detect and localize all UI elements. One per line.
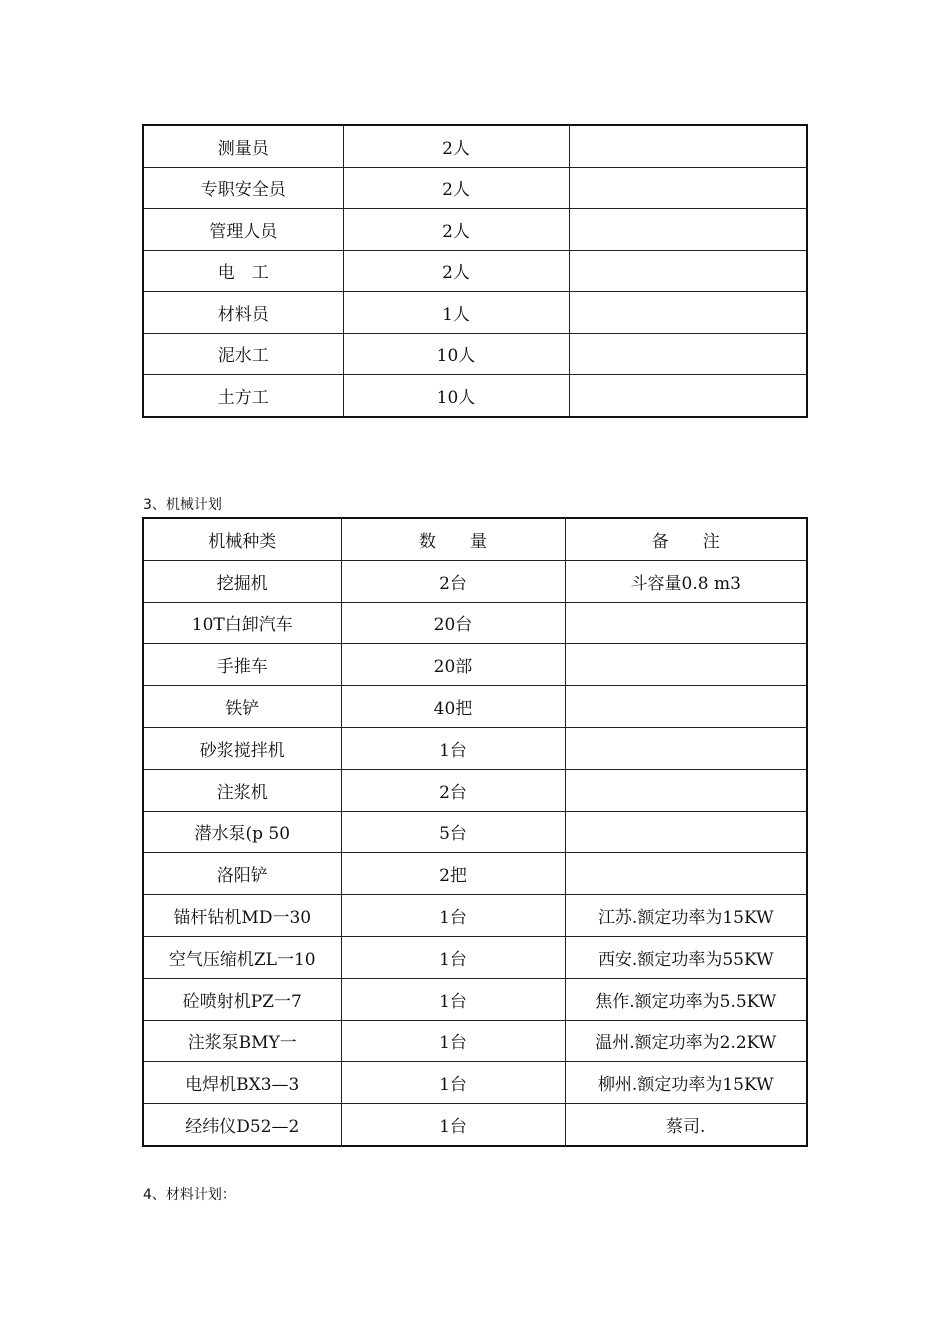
cell-quantity: 20部	[341, 644, 565, 686]
machinery-row	[143, 853, 807, 895]
machinery-row	[143, 895, 807, 937]
machinery-table	[142, 517, 808, 1147]
cell-remarks	[569, 375, 807, 417]
cell-remarks: 斗容量0.8 m3	[565, 560, 807, 602]
cell-name: 手推车	[143, 644, 341, 686]
cell-name: 注浆泵BMY一	[143, 1020, 341, 1062]
machinery-row	[143, 644, 807, 686]
cell-name: 砼喷射机PZ一7	[143, 978, 341, 1020]
cell-quantity: 2人	[343, 250, 569, 292]
machinery-row	[143, 1062, 807, 1104]
cell-quantity: 5台	[341, 811, 565, 853]
staff-row	[143, 333, 807, 375]
cell-name: 材料员	[143, 292, 343, 334]
machinery-row	[143, 560, 807, 602]
cell-quantity: 2人	[343, 167, 569, 209]
staff-row	[143, 375, 807, 417]
cell-name: 专职安全员	[143, 167, 343, 209]
cell-remarks: 蔡司.	[565, 1104, 807, 1146]
cell-remarks	[565, 686, 807, 728]
cell-name: 测量员	[143, 125, 343, 167]
cell-name: 砂浆搅拌机	[143, 727, 341, 769]
cell-name: 管理人员	[143, 209, 343, 251]
cell-quantity: 40把	[341, 686, 565, 728]
section-3-heading: 3、机械计划	[143, 497, 222, 513]
staff-row	[143, 167, 807, 209]
cell-remarks: 焦作.额定功率为5.5KW	[565, 978, 807, 1020]
cell-quantity: 1台	[341, 1020, 565, 1062]
cell-remarks	[565, 602, 807, 644]
machinery-row	[143, 1104, 807, 1146]
cell-quantity: 20台	[341, 602, 565, 644]
cell-remarks	[569, 250, 807, 292]
cell-name: 经纬仪D52—2	[143, 1104, 341, 1146]
machinery-header-row	[143, 518, 807, 560]
cell-quantity: 2把	[341, 853, 565, 895]
cell-remarks	[569, 333, 807, 375]
staff-row	[143, 250, 807, 292]
cell-quantity: 1台	[341, 895, 565, 937]
machinery-row	[143, 769, 807, 811]
cell-remarks	[565, 769, 807, 811]
machinery-row	[143, 727, 807, 769]
cell-quantity: 2台	[341, 769, 565, 811]
cell-name: 洛阳铲	[143, 853, 341, 895]
cell-quantity: 1台	[341, 727, 565, 769]
staff-row	[143, 125, 807, 167]
header-machine-type: 机械种类	[143, 518, 341, 560]
cell-quantity: 1人	[343, 292, 569, 334]
section-4-heading: 4、材料计划：	[143, 1187, 236, 1203]
cell-remarks	[569, 292, 807, 334]
cell-name: 挖掘机	[143, 560, 341, 602]
machinery-row	[143, 811, 807, 853]
cell-quantity: 1台	[341, 978, 565, 1020]
machinery-row	[143, 602, 807, 644]
cell-remarks: 柳州.额定功率为15KW	[565, 1062, 807, 1104]
cell-remarks	[565, 644, 807, 686]
header-remarks: 备 注	[565, 518, 807, 560]
cell-name: 土方工	[143, 375, 343, 417]
staff-row	[143, 292, 807, 334]
cell-name: 泥水工	[143, 333, 343, 375]
machinery-row	[143, 978, 807, 1020]
header-quantity: 数 量	[341, 518, 565, 560]
cell-name: 注浆机	[143, 769, 341, 811]
cell-remarks	[569, 167, 807, 209]
machinery-row	[143, 936, 807, 978]
cell-remarks	[565, 811, 807, 853]
cell-name: 电 工	[143, 250, 343, 292]
cell-remarks	[565, 853, 807, 895]
cell-name: 潜水泵(p 50	[143, 811, 341, 853]
cell-quantity: 10人	[343, 375, 569, 417]
cell-remarks	[569, 125, 807, 167]
cell-quantity: 10人	[343, 333, 569, 375]
cell-name: 铁铲	[143, 686, 341, 728]
cell-quantity: 2人	[343, 125, 569, 167]
cell-name: 电焊机BX3—3	[143, 1062, 341, 1104]
cell-quantity: 1台	[341, 936, 565, 978]
staff-table	[142, 124, 808, 418]
cell-remarks	[569, 209, 807, 251]
cell-name: 10T白卸汽车	[143, 602, 341, 644]
machinery-row	[143, 686, 807, 728]
cell-name: 空气压缩机ZL一10	[143, 936, 341, 978]
cell-quantity: 1台	[341, 1104, 565, 1146]
cell-quantity: 2台	[341, 560, 565, 602]
cell-remarks	[565, 727, 807, 769]
cell-quantity: 2人	[343, 209, 569, 251]
staff-row	[143, 209, 807, 251]
cell-quantity: 1台	[341, 1062, 565, 1104]
cell-name: 锚杆钻机MD一30	[143, 895, 341, 937]
cell-remarks: 西安.额定功率为55KW	[565, 936, 807, 978]
machinery-row	[143, 1020, 807, 1062]
cell-remarks: 江苏.额定功率为15KW	[565, 895, 807, 937]
cell-remarks: 温州.额定功率为2.2KW	[565, 1020, 807, 1062]
